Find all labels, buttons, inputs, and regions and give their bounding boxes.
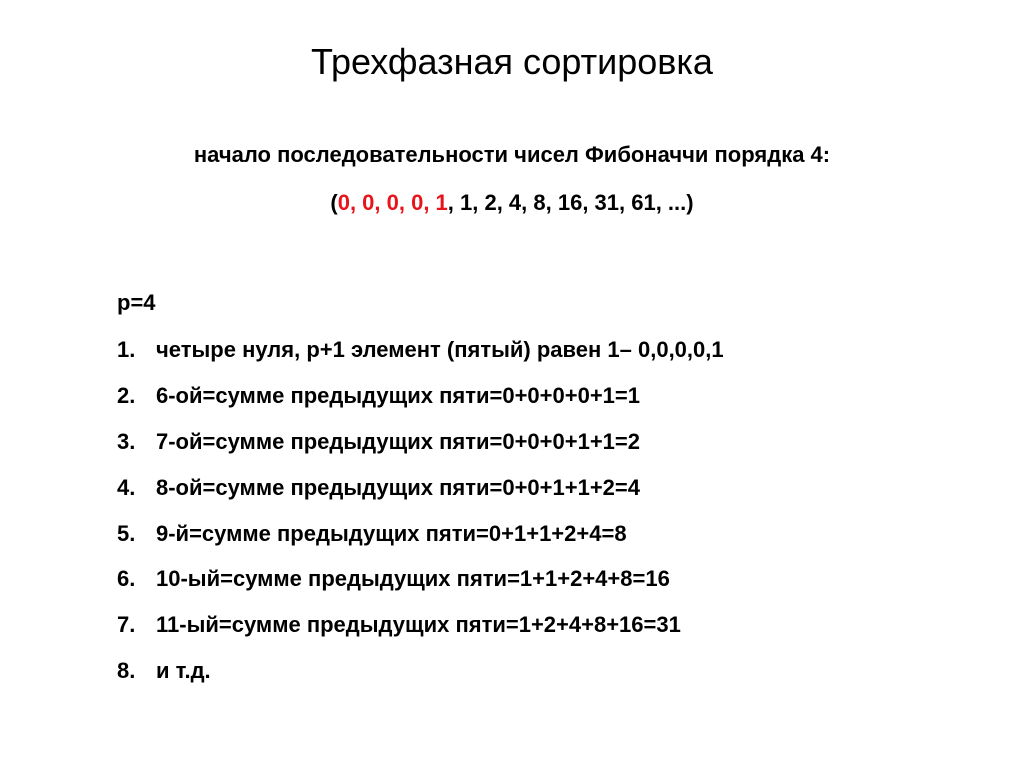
steps-list [117,335,724,702]
item-text: 8-ой=сумме предыдущих пяти=0+0+1+1+2=4 [156,474,640,500]
item-number: 6. [117,566,136,592]
item-text: 11-ый=сумме предыдущих пяти=1+2+4+8+16=31 [156,612,681,638]
item-text: четыре нуля, p+1 элемент (пятый) равен 1– 0,0,0,0,1 [156,337,724,362]
item-text: 7-ой=сумме предыдущих пяти=0+0+0+1+1=2 [156,428,640,454]
item-number: 7. [117,612,136,638]
p-value: p=4 [117,290,156,315]
item-number: 3. [117,428,136,454]
list-item [117,519,724,565]
sequence-rest: , 1, 2, 4, 8, 16, 31, 61, ...) [447,190,694,215]
slide-title: Трехфазная сортировка [311,41,713,82]
list-item [117,427,724,473]
list-item [117,335,724,381]
list-item [117,610,724,656]
item-text: 9-й=сумме предыдущих пяти=0+1+1+2+4=8 [156,520,627,546]
list-item [117,564,724,610]
subtitle: начало последовательности чисел Фибоначчи порядка 4: [193,142,831,167]
item-number: 4. [117,474,136,500]
list-item [117,656,724,702]
sequence-initial-terms: 0, 0, 0, 0, 1 [337,190,448,215]
list-item [117,381,724,427]
item-text: 10-ый=сумме предыдущих пяти=1+1+2+4+8=16 [156,566,670,592]
item-text: и т.д. [156,658,211,684]
fibonacci-sequence [0,188,1024,218]
item-text: 6-ой=сумме предыдущих пяти=0+0+0+0+1=1 [156,382,640,408]
item-number: 2. [117,382,136,408]
item-number: 8. [117,658,136,684]
sequence-open: ( [330,190,338,215]
item-number: 1. [117,337,136,362]
list-item [117,473,724,519]
item-number: 5. [117,520,136,546]
